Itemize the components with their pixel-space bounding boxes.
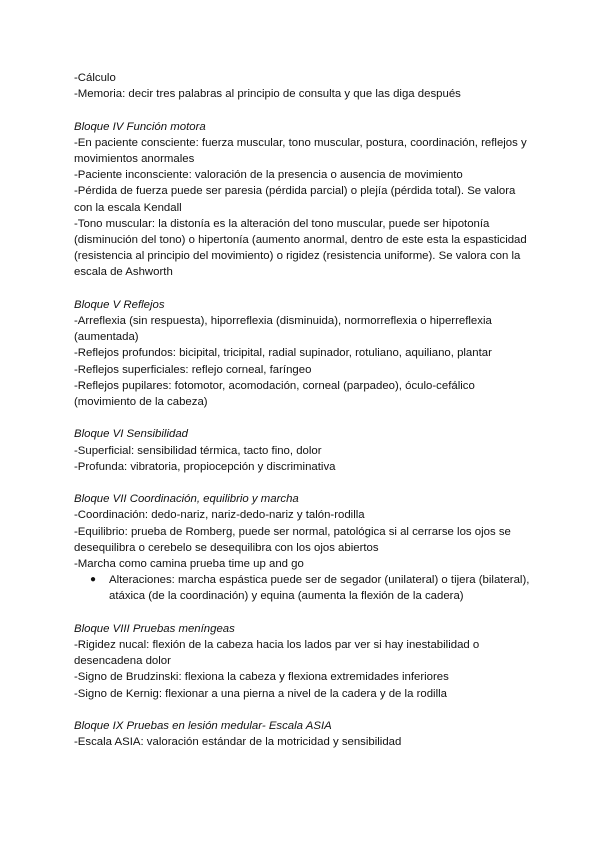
text-line: -Pérdida de fuerza puede ser paresia (pérdida parcial) o plejía (pérdida total). Se valora con la escala Kendall — [74, 185, 516, 214]
text-line: -Cálculo — [74, 72, 116, 84]
bullet-text: Alteraciones: marcha espástica puede ser de segador (unilateral) o tijera (bilateral), atáxica (de la coordinación) y equina (aumenta la flexión de la cadera) — [109, 574, 530, 603]
intro-section — [74, 70, 534, 102]
text-line: -Memoria: decir tres palabras al principio de consulta y que las diga después — [74, 88, 461, 101]
text-line: -Reflejos profundos: bicipital, tricipital, radial supinador, rotuliano, aquiliano, plantar — [74, 347, 492, 360]
text-line: -Marcha como camina prueba time up and go — [74, 558, 304, 571]
text-line: -Rigidez nucal: flexión de la cabeza hacia los lados par ver si hay inestabilidad o desencadena dolor — [74, 639, 480, 668]
text-line: -Profunda: vibratoria, propiocepción y discriminativa — [74, 460, 336, 473]
text-line: -Reflejos superficiales: reflejo corneal, faríngeo — [74, 363, 312, 376]
section-block-vii — [74, 491, 534, 604]
section-block-iv — [74, 119, 534, 281]
section-block-ix — [74, 718, 534, 750]
document-page — [74, 70, 534, 750]
bullet-dot-icon: ● — [90, 574, 97, 586]
section-block-viii — [74, 621, 534, 702]
section-block-v — [74, 297, 534, 410]
section-heading: Bloque VI Sensibilidad — [74, 428, 188, 441]
text-line: -Reflejos pupilares: fotomotor, acomodación, corneal (parpadeo), óculo-cefálico (movimiento de la cabeza) — [74, 379, 475, 409]
text-line: -Escala ASIA: valoración estándar de la motricidad y sensibilidad — [74, 736, 402, 749]
section-heading: Bloque IV Función motora — [74, 120, 206, 133]
section-heading: Bloque V Reflejos — [74, 298, 165, 311]
bullet-item — [74, 572, 534, 604]
text-line: -Tono muscular: la distonía es la alteración del tono muscular, puede ser hipotonía (disminución del tono) o hipertonía (aumento anormal, dentro de este esta la espasticidad (resistencia al principio del movimiento) o rigidez (resistencia uniforme). Se valora con la escala de Ashworth — [74, 217, 527, 279]
text-line: -En paciente consciente: fuerza muscular, tono muscular, postura, coordinación, reflejos y movimientos anormales — [74, 136, 527, 165]
bullet-list — [74, 572, 534, 604]
text-line: -Signo de Brudzinski: flexiona la cabeza y flexiona extremidades inferiores — [74, 671, 449, 684]
section-heading: Bloque VIII Pruebas meníngeas — [74, 622, 235, 635]
section-heading: Bloque IX Pruebas en lesión medular- Escala ASIA — [74, 720, 332, 733]
section-block-vi — [74, 426, 534, 475]
text-line: -Arreflexia (sin respuesta), hiporreflexia (disminuida), normorreflexia o hiperreflexia (aumentada) — [74, 315, 492, 344]
text-line: -Coordinación: dedo-nariz, nariz-dedo-nariz y talón-rodilla — [74, 509, 365, 522]
section-heading: Bloque VII Coordinación, equilibrio y marcha — [74, 493, 299, 506]
text-line: -Equilibrio: prueba de Romberg, puede ser normal, patológica si al cerrarse los ojos se desequilibra o cerebelo se desequilibra con los ojos abiertos — [74, 525, 511, 554]
text-line: -Paciente inconsciente: valoración de la presencia o ausencia de movimiento — [74, 169, 463, 182]
text-line: -Superficial: sensibilidad térmica, tacto fino, dolor — [74, 444, 322, 457]
text-line: -Signo de Kernig: flexionar a una pierna a nivel de la cadera y de la rodilla — [74, 687, 447, 700]
